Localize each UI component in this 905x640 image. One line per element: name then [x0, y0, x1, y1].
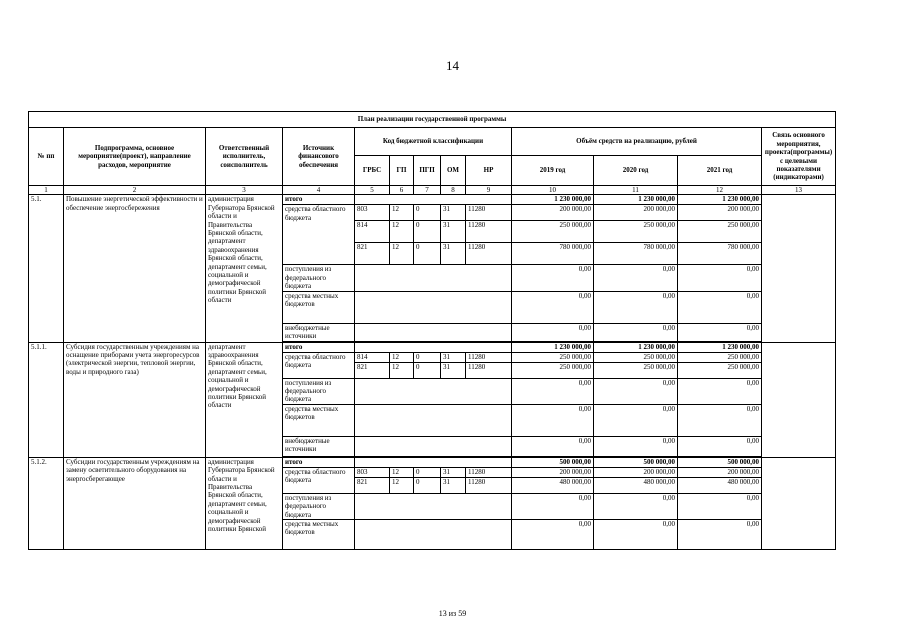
header-source: Источник финансового обеспечения	[283, 128, 355, 186]
cell-pgp: 0	[414, 205, 441, 221]
cell-grbs: 814	[355, 352, 390, 362]
col-number: 7	[414, 186, 441, 195]
cell-grbs: 821	[355, 477, 390, 493]
label-oblast: средства областного бюджета	[283, 467, 355, 493]
cell-grbs: 821	[355, 243, 390, 265]
cell-om: 31	[441, 467, 466, 477]
cell-pgp: 0	[414, 362, 441, 378]
col-number: 12	[678, 186, 762, 195]
value-2020: 250 000,00	[594, 352, 678, 362]
cell-om: 31	[441, 362, 466, 378]
program-plan-table	[28, 111, 835, 550]
cell-pgp: 0	[414, 352, 441, 362]
row-responsible: департамент здравоохранения Брянской области, департамент семьи, социальной и демографической политики Брянской области	[206, 342, 283, 457]
value-2020: 0,00	[594, 493, 678, 519]
table-row	[29, 195, 836, 205]
column-numbers-row	[29, 186, 836, 195]
col-number: 13	[762, 186, 836, 195]
col-number: 9	[466, 186, 512, 195]
value-2019: 250 000,00	[512, 352, 594, 362]
cell-om: 31	[441, 243, 466, 265]
header-nr: НР	[466, 156, 512, 186]
row-num: 5.1.2.	[29, 457, 64, 549]
value-2020: 0,00	[594, 378, 678, 404]
cell-om: 31	[441, 221, 466, 243]
value-2021: 0,00	[678, 265, 762, 291]
row-num: 5.1.	[29, 195, 64, 342]
row-link	[762, 457, 836, 549]
cell-om: 31	[441, 205, 466, 221]
cell-om: 31	[441, 352, 466, 362]
label-federal: поступления из федерального бюджета	[283, 265, 355, 291]
value-2019: 200 000,00	[512, 205, 594, 221]
header-pgp: ПГП	[414, 156, 441, 186]
value-2019: 0,00	[512, 436, 594, 456]
total-2020: 1 230 000,00	[594, 195, 678, 205]
value-2020: 0,00	[594, 323, 678, 341]
label-federal: поступления из федерального бюджета	[283, 493, 355, 519]
header-grbs: ГРБС	[355, 156, 390, 186]
header-num: № пп	[29, 128, 64, 186]
value-2020: 0,00	[594, 436, 678, 456]
row-responsible: администрация Губернатора Брянской области и Правительства Брянской области, департамент здравоохранения Брянской области, департамент семьи, социальной и демографической политики Брянской области	[206, 195, 283, 342]
label-local: средства местных бюджетов	[283, 520, 355, 550]
value-2021: 0,00	[678, 520, 762, 550]
value-2021: 0,00	[678, 323, 762, 341]
label-itogo: итого	[283, 195, 355, 205]
total-2019: 500 000,00	[512, 457, 594, 467]
col-number: 10	[512, 186, 594, 195]
label-oblast: средства областного бюджета	[283, 352, 355, 378]
cell-nr: 11280	[466, 352, 512, 362]
cell-nr: 11280	[466, 477, 512, 493]
cell-gp: 12	[390, 221, 414, 243]
value-2019: 0,00	[512, 265, 594, 291]
value-2021: 780 000,00	[678, 243, 762, 265]
value-2020: 0,00	[594, 291, 678, 323]
value-2019: 780 000,00	[512, 243, 594, 265]
value-2021: 200 000,00	[678, 467, 762, 477]
value-2020: 0,00	[594, 520, 678, 550]
label-extra: внебюджетные источники	[283, 436, 355, 456]
cell-nr: 11280	[466, 205, 512, 221]
cell-pgp: 0	[414, 221, 441, 243]
table-row	[29, 342, 836, 352]
value-2019: 0,00	[512, 493, 594, 519]
value-2019: 250 000,00	[512, 221, 594, 243]
label-itogo: итого	[283, 342, 355, 352]
header-2020: 2020 год	[594, 156, 678, 186]
header-2019: 2019 год	[512, 156, 594, 186]
value-2020: 200 000,00	[594, 467, 678, 477]
cell-grbs: 814	[355, 221, 390, 243]
value-2020: 0,00	[594, 265, 678, 291]
table-row	[29, 457, 836, 467]
row-responsible: администрация Губернатора Брянской области и Правительства Брянской области, департамент семьи, социальной и демографической политики Брянской	[206, 457, 283, 549]
label-local: средства местных бюджетов	[283, 404, 355, 436]
value-2019: 0,00	[512, 323, 594, 341]
total-2021: 500 000,00	[678, 457, 762, 467]
col-number: 2	[64, 186, 206, 195]
cell-gp: 12	[390, 477, 414, 493]
header-2021: 2021 год	[678, 156, 762, 186]
cell-nr: 11280	[466, 221, 512, 243]
cell-gp: 12	[390, 352, 414, 362]
header-link: Связь основного мероприятия, проекта(программы) с целевыми показателями (индикаторами)	[762, 128, 836, 186]
cell-nr: 11280	[466, 467, 512, 477]
value-2021: 0,00	[678, 291, 762, 323]
page-footer: 13 из 59	[438, 609, 467, 618]
row-link	[762, 195, 836, 342]
label-local: средства местных бюджетов	[283, 291, 355, 323]
header-gp: ГП	[390, 156, 414, 186]
row-name: Субсидии государственным учреждениям на замену осветительного оборудования на энергосберегающее	[64, 457, 206, 549]
value-2021: 200 000,00	[678, 205, 762, 221]
value-2019: 0,00	[512, 291, 594, 323]
label-federal: поступления из федерального бюджета	[283, 378, 355, 404]
page-number: 14	[446, 58, 459, 73]
total-2021: 1 230 000,00	[678, 342, 762, 352]
header-om: ОМ	[441, 156, 466, 186]
value-2020: 200 000,00	[594, 205, 678, 221]
value-2019: 480 000,00	[512, 477, 594, 493]
cell-gp: 12	[390, 467, 414, 477]
value-2021: 0,00	[678, 404, 762, 436]
col-number: 8	[441, 186, 466, 195]
label-itogo: итого	[283, 457, 355, 467]
cell-grbs: 821	[355, 362, 390, 378]
cell-om: 31	[441, 477, 466, 493]
cell-gp: 12	[390, 362, 414, 378]
total-2019: 1 230 000,00	[512, 195, 594, 205]
header-budget-code: Код бюджетной классификации	[355, 128, 512, 156]
cell-gp: 12	[390, 205, 414, 221]
total-2021: 1 230 000,00	[678, 195, 762, 205]
value-2021: 250 000,00	[678, 221, 762, 243]
col-number: 6	[390, 186, 414, 195]
cell-nr: 11280	[466, 243, 512, 265]
value-2019: 200 000,00	[512, 467, 594, 477]
row-name: Субсидия государственным учреждениям на оснащение приборами учета энергоресурсов (электрической энергии, тепловой энергии, воды и природного газа)	[64, 342, 206, 457]
value-2020: 0,00	[594, 404, 678, 436]
cell-gp: 12	[390, 243, 414, 265]
table-caption: План реализации государственной программы	[29, 112, 836, 128]
header-resp: Ответственный исполнитель, соисполнитель	[206, 128, 283, 186]
total-2020: 500 000,00	[594, 457, 678, 467]
cell-grbs: 803	[355, 205, 390, 221]
row-link	[762, 342, 836, 457]
total-2019: 1 230 000,00	[512, 342, 594, 352]
value-2021: 250 000,00	[678, 362, 762, 378]
cell-pgp: 0	[414, 477, 441, 493]
value-2019: 0,00	[512, 520, 594, 550]
value-2019: 0,00	[512, 378, 594, 404]
cell-pgp: 0	[414, 243, 441, 265]
value-2021: 0,00	[678, 436, 762, 456]
header-volume: Объём средств на реализацию, рублей	[512, 128, 762, 156]
value-2019: 250 000,00	[512, 362, 594, 378]
value-2021: 0,00	[678, 493, 762, 519]
col-number: 11	[594, 186, 678, 195]
value-2020: 480 000,00	[594, 477, 678, 493]
row-name: Повышение энергетической эффективности и обеспечение энергосбережения	[64, 195, 206, 342]
total-2020: 1 230 000,00	[594, 342, 678, 352]
value-2021: 480 000,00	[678, 477, 762, 493]
value-2020: 250 000,00	[594, 362, 678, 378]
col-number: 5	[355, 186, 390, 195]
header-name: Подпрограмма, основное мероприятие(проект), направление расходов, мероприятие	[64, 128, 206, 186]
label-oblast: средства областного бюджета	[283, 205, 355, 265]
value-2020: 780 000,00	[594, 243, 678, 265]
col-number: 3	[206, 186, 283, 195]
col-number: 1	[29, 186, 64, 195]
cell-pgp: 0	[414, 467, 441, 477]
value-2020: 250 000,00	[594, 221, 678, 243]
cell-grbs: 803	[355, 467, 390, 477]
row-num: 5.1.1.	[29, 342, 64, 457]
value-2019: 0,00	[512, 404, 594, 436]
col-number: 4	[283, 186, 355, 195]
value-2021: 0,00	[678, 378, 762, 404]
label-extra: внебюджетные источники	[283, 323, 355, 341]
value-2021: 250 000,00	[678, 352, 762, 362]
cell-nr: 11280	[466, 362, 512, 378]
